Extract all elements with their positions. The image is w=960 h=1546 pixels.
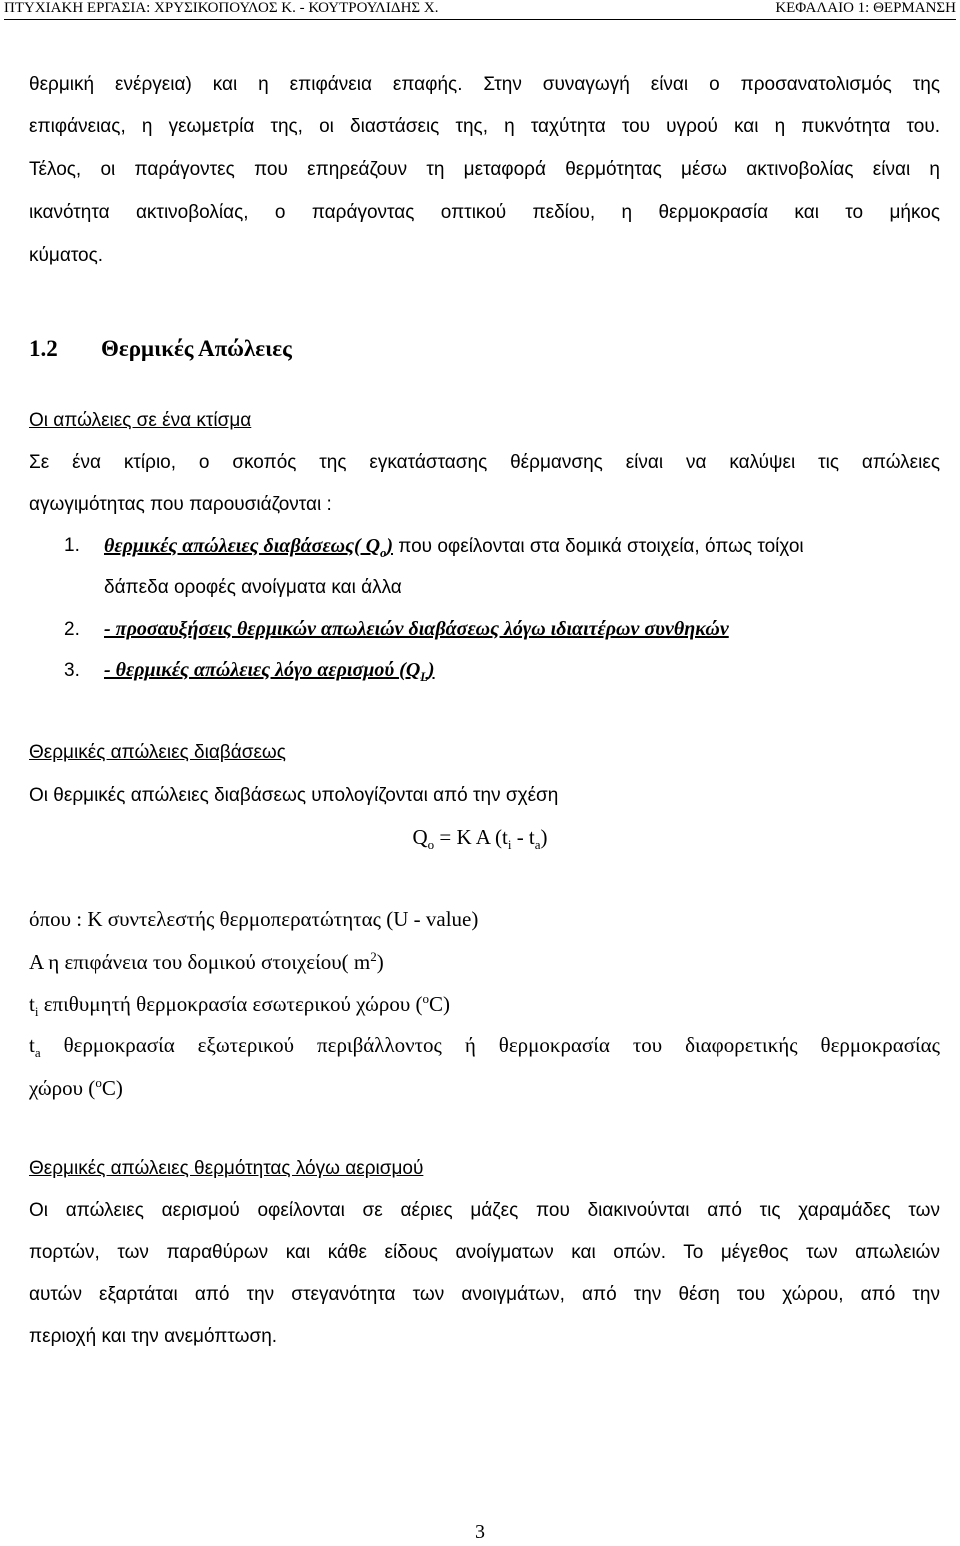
page-number: 3 bbox=[475, 1521, 485, 1543]
losses-line-2: αγωγιμότητας που παρουσιάζονται : bbox=[29, 494, 332, 515]
losses-line-1: Σε ένα κτίριο, ο σκοπός της εγκατάστασης θέρμανσης είναι να καλύψει τις απώλειες bbox=[29, 452, 940, 473]
list-item-3-number: 3. bbox=[64, 660, 80, 681]
definition-ta-cont: χώρου ($^o$C) bbox=[29, 1075, 123, 1100]
running-header bbox=[0, 0, 960, 20]
intro-line-5: κύματος. bbox=[29, 245, 104, 266]
definition-ti: $t_i$ επιθυμητή θερμοκρασία εσωτερικού χώρου ($^o$C) bbox=[29, 991, 450, 1020]
header-rule bbox=[4, 19, 956, 20]
ventilation-subtitle: Θερμικές απώλειες θερμότητας λόγω αερισμού bbox=[29, 1158, 424, 1179]
list-item-1-term: θερμικές απώλειες διαβάσεως( $Q_o$) bbox=[104, 535, 393, 560]
ventilation-line-1: Οι απώλειες αερισμού οφείλονται σε αέριες μάζες που διακινούνται από τις χαραμάδες των bbox=[29, 1200, 940, 1221]
header-right: ΚΕΦΑΛΑΙΟ 1: ΘΕΡΜΑΝΣΗ bbox=[775, 0, 956, 16]
intro-line-2: επιφάνειας, η γεωμετρία της, οι διαστάσεις της, η ταχύτητα του υγρού και η πυκνότητα του. bbox=[29, 116, 940, 137]
list-item-1-number: 1. bbox=[64, 535, 80, 556]
definition-a: A η επιφάνεια του δομικού στοιχείου( $m^2$) bbox=[29, 949, 384, 974]
definition-k: όπου : K συντελεστής θερμοπερατώτητας (U - value) bbox=[29, 907, 479, 931]
list-item-1-text: που οφείλονται στα δομικά στοιχεία, όπως τοίχοι bbox=[393, 536, 804, 557]
section-number: 1.2 bbox=[29, 336, 58, 361]
list-item-1-text-cont: δάπεδα οροφές ανοίγματα και άλλα bbox=[104, 577, 402, 598]
ventilation-line-4: περιοχή και την ανεμόπτωση. bbox=[29, 1326, 278, 1347]
ventilation-line-3: αυτών εξαρτάται από την στεγανότητα των ανοιγμάτων, από την θέση του χώρου, από την bbox=[29, 1284, 940, 1305]
transmission-intro: Οι θερμικές απώλειες διαβάσεως υπολογίζονται από την σχέση bbox=[29, 785, 559, 806]
list-item-2-number: 2. bbox=[64, 619, 80, 640]
list-item-1 bbox=[104, 535, 804, 561]
ventilation-line-2: πορτών, των παραθύρων και κάθε είδους ανοίγματων και οπών. Το μέγεθος των απωλειών bbox=[29, 1242, 940, 1263]
list-item-2: - προσαυξήσεις θερμικών απωλειών διαβάσεως λόγω ιδιαιτέρων συνθηκών bbox=[104, 618, 729, 640]
header-left: ΠΤΥΧΙΑΚΗ ΕΡΓΑΣΙΑ: ΧΡΥΣΙΚΟΠΟΥΛΟΣ Κ. - ΚΟΥΤΡΟΥΛΙΔΗΣ Χ. bbox=[4, 0, 439, 16]
section-title: Θερμικές Απώλειες bbox=[101, 336, 292, 361]
intro-line-3: Τέλος, οι παράγοντες που επηρεάζουν τη μεταφορά θερμότητας μέσω ακτινοβολίας είναι η bbox=[29, 159, 940, 180]
transmission-formula: $Q_o = K$ A $(t_i - t_a)$ bbox=[412, 825, 548, 853]
intro-line-1: θερμική ενέργεια) και η επιφάνεια επαφής. Στην συναγωγή είναι ο προσανατολισμός της bbox=[29, 74, 940, 95]
intro-line-4: ικανότητα ακτινοβολίας, ο παράγοντας οπτικού πεδίου, η θερμοκρασία και το μήκος bbox=[29, 202, 940, 223]
losses-subtitle: Οι απώλειες σε ένα κτίσμα bbox=[29, 410, 252, 431]
transmission-subtitle: Θερμικές απώλειες διαβάσεως bbox=[29, 742, 286, 763]
definition-ta: $t_a$ θερμοκρασία εξωτερικού περιβάλλοντος ή θερμοκρασία του διαφορετικής θερμοκρασίας bbox=[29, 1033, 940, 1061]
list-item-3: - θερμικές απώλειες λόγο αερισμού $(Q_L)$ bbox=[104, 659, 435, 684]
section-heading bbox=[29, 336, 292, 362]
